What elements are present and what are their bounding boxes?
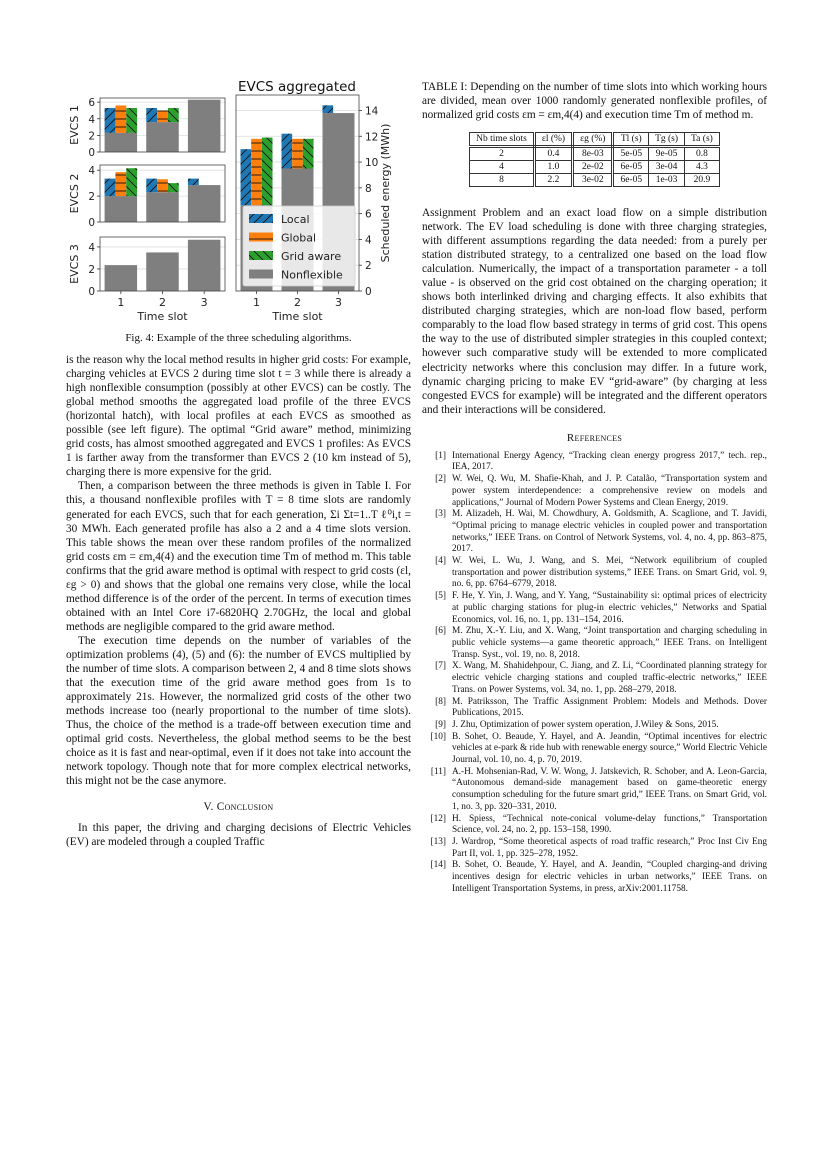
tick-label: 4	[88, 113, 95, 126]
reference-text: H. Spiess, “Technical note-conical volume-delay functions,” Transportation Science, vol. 24, no. 2, pp. 153–158, 1990.	[452, 813, 767, 836]
reference-text: X. Wang, M. Shahidehpour, C. Jiang, and Z. Li, “Coordinated planning strategy for electric vehicle charging stations and coupled traffic-electric networks,” IEEE Trans. on Power Systems, vol. 34, no. 1, pp. 268–279, 2018.	[452, 661, 767, 695]
reference-number: [1]	[435, 450, 446, 461]
local-bar	[282, 134, 293, 169]
table-cell: 2e-02	[573, 161, 613, 174]
references-list	[422, 451, 767, 896]
ylabel: EVCS 3	[68, 244, 81, 284]
nonflexible-bar	[146, 252, 179, 291]
scheduling-chart	[60, 75, 420, 325]
section-heading-conclusion: V. Conclusion	[203, 801, 274, 814]
table-cell: 1.0	[534, 161, 572, 174]
references-heading: References	[566, 431, 623, 444]
local-bar	[105, 179, 116, 196]
global-bar	[157, 179, 168, 192]
xlabel: Time slot	[137, 310, 188, 323]
ylabel: Scheduled energy (MWh)	[379, 123, 392, 263]
reference-text: J. Zhu, Optimization of power system operation, J.Wiley & Sons, 2015.	[452, 719, 719, 730]
global-bar	[292, 139, 303, 169]
tick-label: 0	[365, 286, 372, 298]
reference-item	[422, 556, 767, 591]
tick-label: 0	[88, 147, 95, 159]
reference-text: F. He, Y. Yin, J. Wang, and Y. Yang, “Sustainability si: optimal prices of electricity at public charging stations for plug-in electric vehicles,” Networks and Spatial Economics, vol. 16, no. 1, pp. 131–154, 2016.	[452, 591, 767, 625]
tick-label: 2	[88, 263, 95, 276]
global-bar	[115, 172, 126, 196]
reference-item	[422, 474, 767, 509]
legend-local-swatch	[249, 214, 273, 223]
nonflexible-bar	[105, 133, 138, 152]
table-cell: 9e-05	[649, 147, 685, 161]
reference-text: J. Wardrop, “Some theoretical aspects of road traffic research,” Proc Inst Civ Eng Part II, vol. 1, pp. 325–278, 1952.	[452, 836, 767, 859]
table-cell: 2	[470, 147, 535, 161]
reference-item	[422, 720, 767, 732]
legend-grid-aware-swatch	[249, 251, 273, 260]
table-header-row	[470, 133, 720, 147]
reference-number: [13]	[430, 836, 446, 847]
reference-number: [14]	[430, 860, 446, 871]
tick-label: 12	[365, 131, 379, 144]
tick-label: 4	[88, 241, 95, 254]
grid-aware-bar	[262, 138, 273, 206]
tick-label: 3	[200, 296, 208, 309]
legend-local-label: Local	[281, 213, 310, 226]
tick-label: 6	[365, 208, 372, 221]
left-column	[66, 353, 411, 849]
local-bar	[146, 108, 157, 122]
table-header: Nb time slots	[470, 133, 535, 147]
table-cell: 0.4	[534, 147, 572, 161]
tick-label: 4	[88, 165, 95, 178]
tick-label: 1	[253, 296, 260, 309]
table-header: Tl (s)	[613, 133, 649, 147]
reference-item	[422, 837, 767, 860]
legend-nonflexible-label: Nonflexible	[281, 268, 343, 282]
nonflexible-bar	[146, 122, 179, 152]
table-cell: 3e-04	[649, 161, 685, 174]
global-bar	[251, 139, 262, 205]
tick-label: 2	[159, 296, 166, 309]
reference-text: M. Zhu, X.-Y. Liu, and X. Wang, “Joint transportation and charging scheduling in public vehicle systems—a game theoretic approach,” IEEE Trans. on Intelligent Transp. Syst., vol. 19, no. 8, 2018.	[452, 626, 767, 660]
tick-label: 2	[294, 296, 301, 309]
reference-text: W. Wei, Q. Wu, M. Shafie-Khah, and J. P. Catalão, “Transportation system and power system interdependence: a comprehensive review on models and applications,” Journal of Modern Power Systems and Clean Energy, 2019.	[452, 474, 767, 508]
legend-global-label: Global	[281, 231, 317, 245]
reference-item	[422, 697, 767, 720]
table-caption: TABLE I: Depending on the number of time slots into which working hours are divided, mean over 1000 randomly generated nonflexible profiles, of normalized grid costs εm = εm,4(4) and execution time Tm of method m.	[422, 81, 767, 121]
tick-label: 2	[365, 260, 372, 273]
table-row	[470, 147, 720, 161]
table-cell: 1e-03	[649, 174, 685, 187]
reference-item	[422, 451, 767, 474]
tick-label: 1	[117, 296, 125, 309]
results-table	[469, 132, 720, 187]
reference-text: B. Sohet, O. Beaude, Y. Hayel, and A. Jeandin, “Coupled charging-and driving incentives design for electric vehicles in urban networks,” IEEE Trans. on Intelligent Transportation Systems, in press, arXiv:2001.11758.	[452, 860, 767, 894]
table-row	[470, 161, 720, 174]
figure-caption: Fig. 4: Example of the three scheduling algorithms.	[125, 332, 352, 344]
tick-label: 14	[365, 105, 379, 118]
tick-label: 8	[365, 182, 372, 195]
tick-label: 0	[88, 217, 95, 229]
tick-label: 2	[88, 130, 95, 143]
ylabel: EVCS 2	[68, 173, 81, 214]
nonflexible-bar	[146, 192, 179, 222]
reference-number: [4]	[435, 556, 446, 567]
grid-aware-bar	[168, 108, 179, 122]
reference-item	[422, 661, 767, 696]
table-cell: 20.9	[685, 174, 720, 187]
reference-number: [3]	[435, 509, 446, 520]
table-cell: 8e-03	[573, 147, 613, 161]
global-bar	[157, 110, 168, 122]
xlabel: Time slot	[272, 310, 323, 323]
reference-item	[422, 814, 767, 837]
table-cell: 4.3	[685, 161, 720, 174]
reference-number: [6]	[435, 626, 446, 637]
table-cell: 5e-05	[613, 147, 649, 161]
tick-label: 4	[365, 234, 372, 247]
local-bar	[105, 108, 116, 133]
global-bar	[115, 105, 126, 132]
figure-4	[60, 75, 420, 325]
table-cell: 8	[470, 174, 535, 187]
nonflexible-bar	[105, 196, 138, 222]
legend-global-swatch	[249, 233, 273, 242]
local-bar	[241, 149, 252, 205]
nonflexible-bar	[188, 185, 221, 222]
reference-item	[422, 626, 767, 661]
grid-aware-bar	[126, 108, 137, 133]
tick-label: 10	[365, 157, 379, 170]
reference-text: W. Wei, L. Wu, J. Wang, and S. Mei, “Network equilibrium of coupled transportation and power distribution systems,” IEEE Trans. on Smart Grid, vol. 9, no. 6, pp. 6764–6779, 2018.	[452, 556, 767, 590]
reference-text: M. Patriksson, The Traffic Assignment Problem: Models and Methods. Dover Publications, 2015.	[452, 696, 767, 719]
ylabel: EVCS 1	[68, 105, 81, 145]
reference-item	[422, 860, 767, 895]
legend-nonflexible-swatch	[249, 270, 273, 279]
grid-aware-bar	[126, 168, 137, 196]
paragraph-conclusion: Assignment Problem and an exact load flow on a simple distribution network. The EV load scheduling is done with three charging strategies, with different assumptions regarding the data needed: from a purely per station distributed strategy, to a centralized one based on the load flow calculation. Numerically, the impact of a transportation parameter - a toll value - is observed on the grid cost obtained on the charging operation; it shows both interlinked driving and charging effects. It also exhibits that distributed charging strategies, which are non-load flow based, perform comparably to the load flow based strategy in terms of grid cost. This opens the way to the use of distributed simpler strategies in this coupled context; however such comparative study will be extended to more complicated electricity networks where this conclusion may differ. In a future work, dynamic charging pricing to make EV “grid-aware” (by charging at less congested EVCS for example) will be integrated and the different operators and their interactions will be considered.	[422, 207, 767, 416]
table-header: εg (%)	[573, 133, 613, 147]
reference-item	[422, 732, 767, 767]
grid-aware-bar	[168, 183, 179, 192]
reference-text: B. Sohet, O. Beaude, Y. Hayel, and A. Jeandin, “Optimal incentives for electric vehicles at e-park & ride hub with renewable energy source,” World Electric Vehicle Journal, vol. 10, no. 4, p. 70, 2019.	[452, 731, 767, 766]
tick-label: 3	[335, 296, 342, 309]
table-header: Tg (s)	[649, 133, 685, 147]
reference-item	[422, 591, 767, 626]
aggregated-title: EVCS aggregated	[237, 79, 357, 95]
table-cell: 4	[470, 161, 535, 174]
table-row	[470, 174, 720, 187]
table-header: εl (%)	[534, 133, 572, 147]
local-bar	[188, 179, 199, 185]
paragraph-execution-time: The execution time depends on the number of variables of the optimization problems (4), (5) and (6): the number of EVCS multiplied by the number of time slots. A comparison between 2, 4 and 8 time slots shows that the execution time of the grid aware method goes from 1s to approximately 21s. However, the normalized grid costs of the other two methods increase too (nearly proportional to the number of time slots). Thus, the choice of the method is a trade-off between execution time and optimal grid costs. Nevertheless, the global method seems to be the best choice as it is fast and near-optimal, even if it does not take into account the network topology. Though note that for more complex electrical networks, this might not be the case anymore.	[66, 634, 411, 788]
grid-aware-bar	[303, 139, 314, 169]
paragraph-comparison: Then, a comparison between the three methods is given in Table I. For this, a thousand nonflexible profiles with T = 8 time slots are randomly generated for each EVCS, such that for each generation, Σi Σt=1..T ℓ⁰i,t = 30 MWh. Each generated profile has also a 2 and a 4 time slots version. This table shows the mean over these random profiles of the normalized grid costs εm = εm,4(4) and the execution time Tm of method m. This table confirms that the grid aware method is optimal with respect to grid costs (εl, εg > 0) and shows that the global one remains very close, while the local method difference is of the order of the percent. In terms of execution times obtained with an Intel Core i7-6820HQ 2.70GHz, the local and global methods are negligible compared to the grid aware method.	[66, 480, 411, 633]
nonflexible-bar	[188, 100, 221, 152]
table-cell: 3e-02	[573, 174, 613, 187]
reference-number: [12]	[430, 813, 446, 824]
reference-text: A.-H. Mohsenian-Rad, V. W. Wong, J. Jatskevich, R. Schober, and A. Leon-Garcia, “Autonomous demand-side management based on game-theoretic energy consumption scheduling for the future smart grid,” IEEE Trans. on Smart Grid, vol. 1, no. 3, pp. 320–331, 2010.	[452, 766, 767, 812]
reference-number: [10]	[430, 731, 446, 742]
paragraph-local-method: is the reason why the local method results in higher grid costs: For example, charging vehicles at EVCS 2 during time slot t = 3 while there is already a high nonflexible consumption (possibly at other EVCS) can be costly. The global method smooths the aggregated load profile of the three EVCS (horizontal hatch), with local profiles at each EVCS as smoothed as possible (see left figure). The optimal “Grid aware” method, minimizing grid costs, has almost smoothed aggregated and EVCS 1 profiles: As EVCS 1 is farther away from the transformer than EVCS 2 (10 km instead of 5), charging there is more expensive for the grid.	[66, 354, 411, 479]
reference-number: [11]	[430, 766, 446, 777]
table-cell: 2.2	[534, 174, 572, 187]
reference-text: International Energy Agency, “Tracking clean energy progress 2017,” tech. rep., IEA, 2017.	[452, 450, 767, 473]
reference-number: [8]	[435, 696, 446, 707]
nonflexible-bar	[188, 240, 221, 291]
table-cell: 6e-05	[613, 161, 649, 174]
table-header: Ta (s)	[685, 133, 720, 147]
reference-number: [5]	[435, 591, 446, 602]
tick-label: 2	[88, 191, 95, 204]
table-cell: 0.8	[685, 147, 720, 161]
reference-number: [7]	[435, 661, 446, 672]
local-bar	[323, 105, 334, 113]
reference-item	[422, 509, 767, 556]
reference-number: [9]	[435, 719, 446, 730]
local-bar	[146, 179, 157, 193]
legend-grid-aware-label: Grid aware	[281, 250, 342, 263]
tick-label: 0	[88, 286, 95, 298]
tick-label: 6	[88, 97, 95, 110]
right-column	[422, 80, 767, 895]
nonflexible-bar	[105, 265, 138, 291]
reference-item	[422, 767, 767, 814]
paragraph-conclusion-start: In this paper, the driving and charging decisions of Electric Vehicles (EV) are modeled through a coupled Traffic	[66, 821, 411, 848]
reference-text: M. Alizadeh, H. Wai, M. Chowdhury, A. Goldsmith, A. Scaglione, and T. Javidi, “Optimal pricing to manage electric vehicles in coupled power and transportation networks,” IEEE Trans. on Control of Network Systems, vol. 4, no. 4, pp. 863–875, 2017.	[452, 509, 767, 555]
table-cell: 6e-05	[613, 174, 649, 187]
reference-number: [2]	[435, 474, 446, 485]
